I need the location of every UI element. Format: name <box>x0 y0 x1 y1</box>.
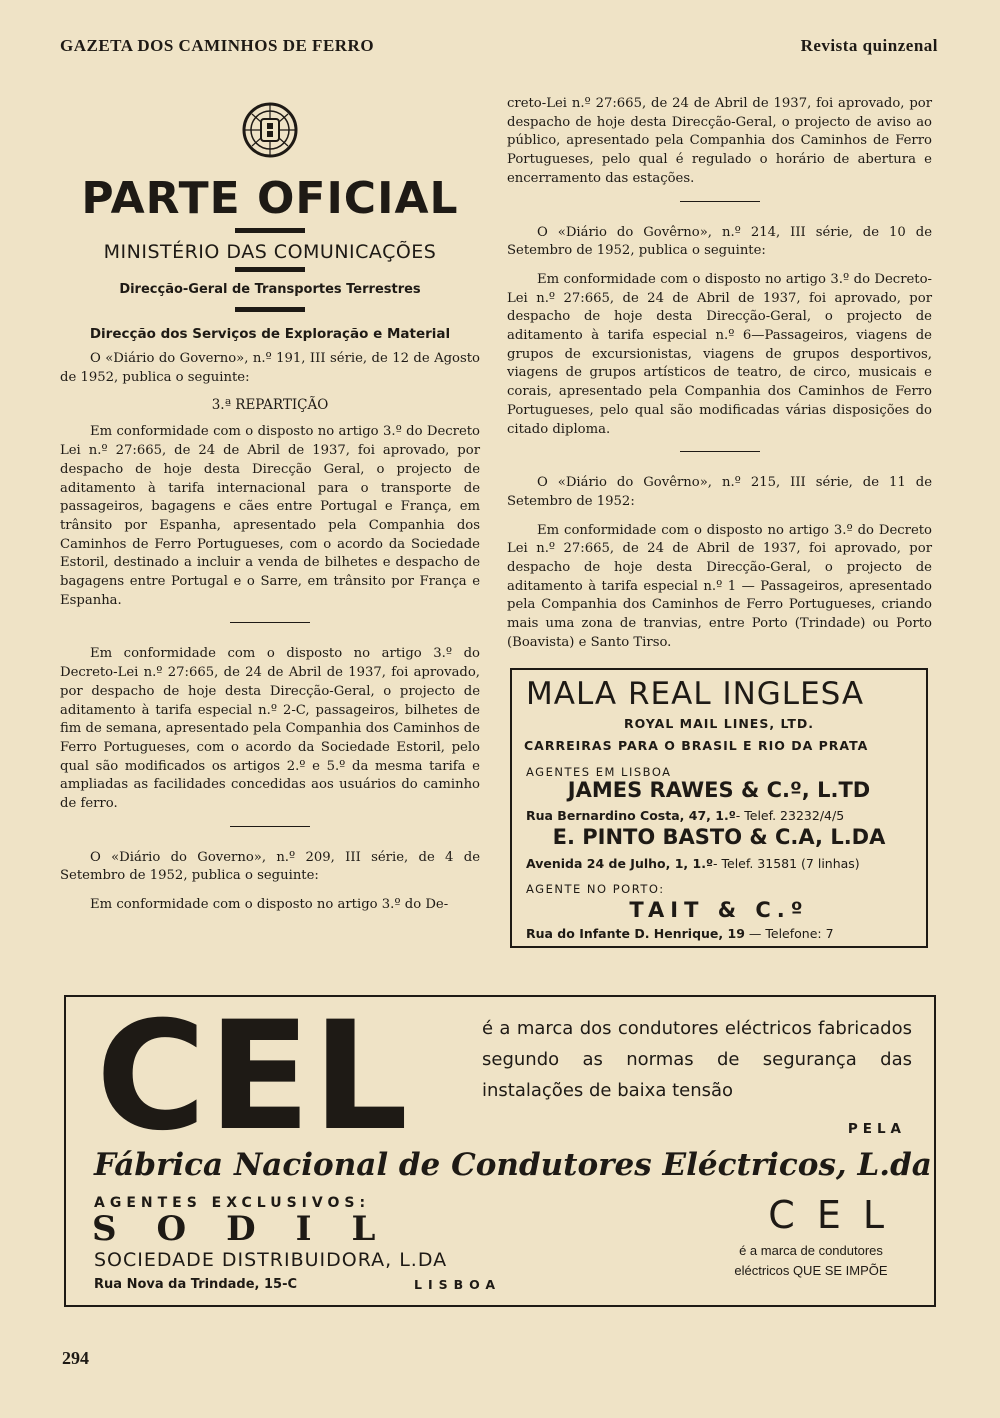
ad-agents-label: AGENTES EM LISBOA <box>526 765 672 779</box>
divider <box>680 451 760 452</box>
services-heading: Direcção dos Serviços de Exploração e Material <box>89 326 451 342</box>
cel-logo: CEL <box>96 990 411 1164</box>
paragraph: O «Diário do Govêrno», n.º 214, III série, de 10 de Setembro de 1952, publica o seguinte: <box>507 224 932 259</box>
page-number: 294 <box>62 1348 89 1368</box>
ad-agent-name: E. PINTO BASTO & C.A, L.DA <box>552 825 886 849</box>
ministry-heading: MINISTÉRIO DAS COMUNICAÇÕES <box>103 241 437 263</box>
left-column <box>60 100 480 925</box>
address-text: Rua Bernardino Costa, 47, 1.º <box>526 808 736 823</box>
ad-routes: CARREIRAS PARA O BRASIL E RIO DA PRATA <box>524 738 869 753</box>
cel-manufacturer: Fábrica Nacional de Condutores Eléctricos, L.da <box>94 1147 932 1183</box>
cel-agents-label: AGENTES EXCLUSIVOS: <box>94 1195 371 1211</box>
right-column <box>507 95 932 663</box>
paragraph: O «Diário do Governo», n.º 191, III série, de 12 de Agosto de 1952, publica o seguinte: <box>60 351 480 385</box>
paragraph: creto-Lei n.º 27:665, de 24 de Abril de 1937, foi aprovado, por despacho de hoje desta Direcção-Geral, o projecto de aviso ao público, apresentado pela Companhia dos Caminhos de Ferro Portugueses, pelo qual é regulado o horário de abertura e encerramento das estações. <box>507 96 932 186</box>
cel-description: é a marca dos condutores eléctricos fabricados segundo as normas de segurança das instalações de baixa tensão <box>482 1018 912 1101</box>
phone-text: - Telef. 23232/4/5 <box>735 808 845 823</box>
divider <box>235 307 305 312</box>
section-title: PARTE OFICIAL <box>81 173 459 224</box>
ad-agent-name: JAMES RAWES & C.º, L.TD <box>567 778 871 802</box>
paragraph: Em conformidade com o disposto no artigo 3.º do De- <box>90 897 449 913</box>
directorate-heading: Direcção-Geral de Transportes Terrestres <box>119 282 421 297</box>
paragraph: O «Diário do Govêrno», n.º 215, III série, de 11 de Setembro de 1952: <box>507 475 932 509</box>
sodil-city: LISBOA <box>414 1277 502 1292</box>
running-header-subtitle: Revista quinzenal <box>800 36 938 55</box>
coat-of-arms-icon <box>240 100 300 160</box>
divider <box>230 622 310 623</box>
cel-logo-small: CEL <box>768 1193 906 1237</box>
cel-advertisement <box>64 990 936 1307</box>
ad-agent-address <box>526 856 860 871</box>
divider <box>680 201 760 202</box>
cel-slogan: é a marca de condutores eléctricos QUE SE IMPÕE <box>734 1243 888 1278</box>
paragraph: Em conformidade com o disposto no artigo 3.º do Decreto Lei n.º 27:665, de 24 de Abril de 1937, foi aprovado, por despacho de hoje desta Direcção Geral, o projecto de aditamento à tarifa internacional para o transporte de passageiros, bagagens e cães entre Portugal e França, em trânsito por Espanha, apresentado pela Companhia dos Caminhos de Ferro Portugueses, com o acordo da Sociedade Estoril, destinado a incluir a venda de bilhetes e despacho de bagagens entre Portugal e o Sarre, em trânsito por França e Espanha. <box>60 424 480 608</box>
phone-text: — Telefone: 7 <box>748 926 834 941</box>
ad-porto-label: AGENTE NO PORTO: <box>526 882 665 896</box>
subsection-title: 3.ª REPARTIÇÃO <box>211 397 329 414</box>
sodil-name: SODIL <box>92 1209 416 1249</box>
mala-real-advertisement <box>510 668 928 948</box>
paragraph: Em conformidade com o disposto no artigo 3.º do Decreto-Lei n.º 27:665, de 24 de Abril de 1937, foi aprovado, por despacho de hoje desta Direcção-Geral, o projecto de aditamento à tarifa especial n.º 2-C, passageiros, bilhetes de fim de semana, apresentado pela Companhia dos Caminhos de Ferro Portugueses, com o acordo da Sociedade Estoril, pelo qual são modificados os artigos 2.º e 5.º da mesma tarifa e ampliadas as facilidades concedidas aos usuários do caminho de ferro. <box>60 646 480 812</box>
phone-text: - Telef. 31581 (7 linhas) <box>713 856 860 871</box>
address-text: Rua do Infante D. Henrique, 19 <box>526 926 745 941</box>
divider <box>235 267 305 272</box>
sodil-address: Rua Nova da Trindade, 15-C <box>94 1277 298 1292</box>
ad-agent-name: TAIT & C.º <box>629 898 809 922</box>
paragraph: Em conformidade com o disposto no artigo 3.º do Decreto Lei n.º 27:665, de 24 de Abril de 1937, foi aprovado, por despacho de hoje desta Direcção-Geral, o projecto de aditamento à tarifa especial n.º 1 — Passageiros, apresentado pela Companhia dos Caminhos de Ferro Portugueses, criando mais uma zona de tranvias, entre Porto (Trindade) ou Porto (Boavista) e Santo Tirso. <box>507 522 932 650</box>
ad-subtitle: ROYAL MAIL LINES, LTD. <box>624 716 814 731</box>
ad-title: MALA REAL INGLESA <box>526 676 865 712</box>
paragraph: O «Diário do Governo», n.º 209, III série, de 4 de Setembro de 1952, publica o seguinte: <box>60 849 480 884</box>
cel-pela: PELA <box>847 1121 906 1137</box>
ad-agent-address <box>526 926 834 941</box>
paragraph: Em conformidade com o disposto no artigo 3.º do Decreto-Lei n.º 27:665, de 24 de Abril de 1937, foi aprovado, por despacho de hoje desta Direcção-Geral, o projecto de aditamento à tarifa especial n.º 6—Passageiros, viagens de grupos de excursionistas, viagens de grupos desportivos, viagens de grupos artísticos de teatro, de circo, musicais e corais, apresentado pela Companhia dos Caminhos de Ferro Portugueses, pelo qual são modificadas várias disposições do citado diploma. <box>507 271 932 437</box>
ad-agent-address <box>526 808 844 823</box>
address-text: Avenida 24 de Julho, 1, 1.º <box>526 856 714 871</box>
sodil-company: SOCIEDADE DISTRIBUIDORA, L.DA <box>94 1249 448 1271</box>
divider <box>230 826 310 827</box>
divider <box>235 228 305 233</box>
running-header-title: GAZETA DOS CAMINHOS DE FERRO <box>60 36 375 55</box>
